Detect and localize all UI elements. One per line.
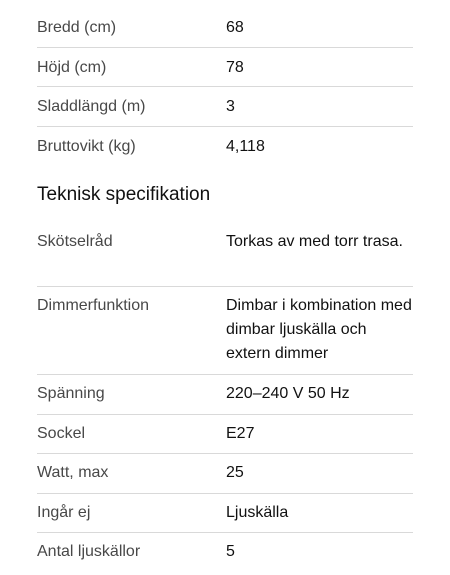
spec-row-height [37,48,413,88]
dimensions-table [37,8,413,166]
spec-value: Ljuskälla [226,503,289,521]
spec-value: Dimbar i kombination med dimbar ljuskälla och extern dimmer [226,297,412,362]
spec-row-voltage [37,375,413,415]
spec-label: Sladdlängd (m) [37,98,146,115]
spec-label: Ingår ej [37,503,91,521]
spec-value: 4,118 [226,137,265,155]
spec-row-socket [37,415,413,455]
spec-label: Antal ljuskällor [37,543,141,560]
spec-label: Höjd (cm) [37,58,107,76]
spec-label: Bruttovikt (kg) [37,137,136,155]
spec-label: Watt, max [37,464,109,481]
technical-spec-table [37,223,413,573]
spec-row-watt-max [37,454,413,494]
spec-value: 5 [226,543,235,560]
spec-value: 220–240 V 50 Hz [226,385,350,402]
spec-row-bulb-count [37,533,413,573]
spec-value: 78 [226,58,244,76]
spec-label: Spänning [37,385,105,402]
spec-label: Skötselråd [37,233,113,250]
spec-value: 3 [226,98,235,115]
spec-value: Torkas av med torr trasa. [226,233,403,250]
spec-row-not-included [37,494,413,534]
section-title-technical: Teknisk specifikation [37,184,211,205]
spec-label: Dimmerfunktion [37,297,150,314]
spec-value: 68 [226,19,244,36]
spec-row-width [37,8,413,48]
spec-label: Sockel [37,424,86,442]
spec-row-care [37,223,413,287]
spec-row-cord-length [37,87,413,127]
spec-row-dimmer [37,287,413,375]
spec-row-gross-weight [37,127,413,167]
spec-value: E27 [226,424,255,442]
spec-value: 25 [226,464,244,481]
spec-label: Bredd (cm) [37,19,117,36]
